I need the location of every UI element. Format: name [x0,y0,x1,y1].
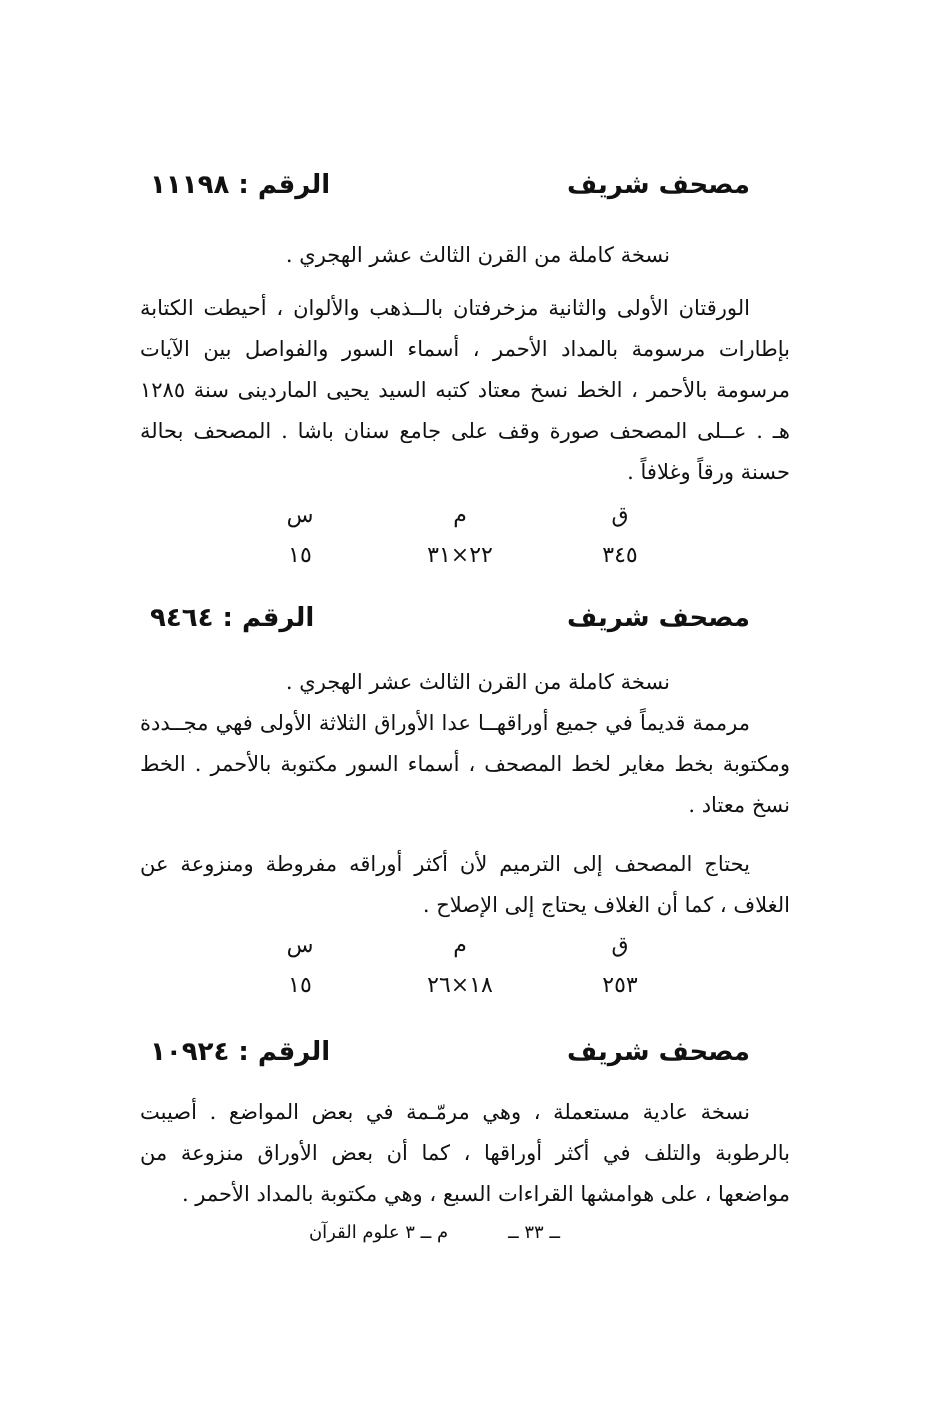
entry-description [140,662,790,926]
label-size: م [453,502,467,528]
entry-title: مصحف شريف [567,1037,750,1067]
entry-description [140,1092,790,1215]
paragraph: نسخة عادية مستعملة ، وهي مرمّـمة في بعض المواضع . أصيبت بالرطوبة والتلف في أكثر أوراقها ، كما أن بعض الأوراق منزوعة من مواضعها ، على هوامشها القراءات السبع ، وهي مكتوبة بالمداد الأحمر . [140,1100,790,1206]
page-number: ــ ٣٣ ــ [508,1222,560,1243]
entry-description [140,235,790,493]
measurement-values [200,535,720,575]
entry-header [150,598,750,638]
value-size: ٢٢×٣١ [427,542,493,568]
measurement-values [200,965,720,1005]
label-leaves: ق [611,932,629,958]
entry-number: الرقم : ٩٤٦٤ [150,603,315,633]
paragraph: نسخة كاملة من القرن الثالث عشر الهجري . [285,670,670,694]
label-lines: س [286,502,314,528]
value-lines: ١٥ [288,972,312,998]
value-size: ١٨×٢٦ [427,972,493,998]
value-lines: ١٥ [288,542,312,568]
label-size: م [453,932,467,958]
measurements [200,925,720,1005]
measurement-labels [200,495,720,535]
paragraph: مرممة قديماً في جميع أوراقهــا عدا الأوراق الثلاثة الأولى فهي مجــددة ومكتوبة بخط مغاير لخط المصحف ، أسماء السور مكتوبة بالأحمر . الخط نسخ معتاد . [140,711,790,817]
entry-title: مصحف شريف [567,170,750,200]
measurement-labels [200,925,720,965]
paragraph: يحتاج المصحف إلى الترميم لأن أكثر أوراقه مفروطة ومنزوعة عن الغلاف ، كما أن الغلاف يحتاج إلى الإصلاح . [140,852,790,917]
entry-number: الرقم : ١٠٩٢٤ [150,1037,331,1067]
label-lines: س [286,932,314,958]
entry-title: مصحف شريف [567,603,750,633]
entry-header [150,165,750,205]
value-leaves: ٣٤٥ [602,542,638,568]
page-footer [180,1222,560,1252]
entry-number: الرقم : ١١١٩٨ [150,170,331,200]
signature-mark: م ــ ٣ علوم القرآن [308,1222,449,1243]
paragraph: نسخة كاملة من القرن الثالث عشر الهجري . [285,243,670,267]
measurements [200,495,720,575]
entry-header [150,1032,750,1072]
value-leaves: ٢٥٣ [602,972,638,998]
label-leaves: ق [611,502,629,528]
paragraph: الورقتان الأولى والثانية مزخرفتان بالــذهب والألوان ، أحيطت الكتابة بإطارات مرسومة بالمداد الأحمر ، أسماء السور والفواصل بين الآيات مرسومة بالأحمر ، الخط نسخ معتاد كتبه السيد يحيى الماردينى سنة ١٢٨٥ هـ . عــلى المصحف صورة وقف على جامع سنان باشا . المصحف بحالة حسنة ورقاً وغلافاً . [140,296,790,484]
